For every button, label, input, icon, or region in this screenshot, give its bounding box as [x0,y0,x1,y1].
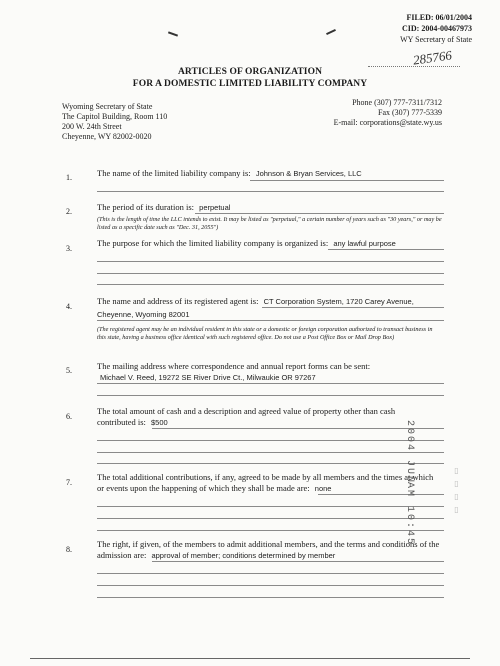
filing-stamp [400,12,472,45]
answer-line [97,395,444,396]
item-label: The total amount of cash and a description and agreed value of property other than cash [97,406,396,416]
answer-line [262,307,444,308]
office-name: WY Secretary of State [400,35,472,44]
cid-number: CID: 2004-00467973 [402,24,472,33]
purpose-value: any lawful purpose [333,239,396,248]
answer-line [97,261,444,262]
address-line: Cheyenne, WY 82002-0020 [62,132,152,141]
answer-line [97,506,444,507]
title-line-1: ARTICLES OF ORGANIZATION [177,67,323,77]
address-line: The Capitol Building, Room 110 [62,112,168,121]
item-label: The mailing address where correspondence and annual report forms can be sent: [97,361,371,371]
item-label-cont: or events upon the happening of which they shall be made are: [97,483,310,493]
answer-line [97,585,444,586]
item-4-note: (The registered agent may be an individual resident in this state or a domestic or foreign corporation authorized to transact business in this state, having a business office identical with such registered office. Do not use a Post Office Box or Mail Drop Box) [97,326,433,341]
handwritten-number: 285766 [412,47,453,68]
item-7-text [97,472,433,494]
item-label: The right, if given, of the members to admit additional members, and the terms and conditions of the [97,539,440,549]
item-label: The period of its duration is: [97,202,195,212]
agent-value-2: Cheyenne, Wyoming 82001 [97,310,190,319]
fax-number: Fax (307) 777-5339 [378,108,442,117]
email-address: E-mail: corporations@state.wy.us [333,118,442,127]
agent-value-1: CT Corporation System, 1720 Carey Avenue, [263,297,414,306]
item-4-text-2 [97,309,190,320]
answer-line [318,494,444,495]
answer-line [195,213,444,214]
company-name-value: Johnson & Bryan Services, LLC [255,169,362,178]
item-label-cont: admission are: [97,550,147,560]
page-bottom-edge [30,658,470,659]
item-5-text [97,361,370,383]
item-8-text [97,539,439,561]
item-number: 7. [66,478,72,487]
item-2-note: (This is the length of time the LLC intends to exist. It may be listed as "perpetual," a certain number of years such as "30 years," or may be listed as a specific date such as "Dec. 31, 2055") [97,216,442,231]
item-number: 3. [66,244,72,253]
answer-line [97,518,444,519]
office-address [62,102,167,142]
answer-line [97,463,444,464]
item-number: 5. [66,366,72,375]
scan-mark [326,29,336,35]
item-4-text [97,296,414,307]
address-line: Wyoming Secretary of State [62,102,153,111]
item-number: 6. [66,412,72,421]
duration-value: perpetual [199,203,231,212]
title-line-2: FOR A DOMESTIC LIMITED LIABILITY COMPANY [132,79,368,89]
item-number: 2. [66,207,72,216]
answer-line [97,440,444,441]
document-title [0,66,500,90]
phone-number: Phone (307) 777-7311/7312 [352,98,442,107]
answer-line [97,597,444,598]
answer-line [97,383,444,384]
item-label: The total additional contributions, if any, agreed to be made by all members and the times at which [97,472,434,482]
item-number: 8. [66,545,72,554]
scan-mark [168,31,178,36]
answer-line [97,320,444,321]
answer-line [97,452,444,453]
item-label: The purpose for which the limited liability company is organized is: [97,238,329,248]
address-line: 200 W. 24th Street [62,122,122,131]
mailing-address-value: Michael V. Reed, 19272 SE River Drive Ct., Milwaukie OR 97267 [100,373,316,382]
faint-margin-stamp: ▯ ▯ ▯ ▯ [452,466,461,515]
office-contact [334,98,442,128]
item-2-text [97,202,230,213]
answer-line [97,284,444,285]
item-label: The name and address of its registered agent is: [97,296,259,306]
received-stamp-time: AM 10:45 [404,482,415,547]
item-label-cont: contributed is: [97,417,146,427]
answer-line [328,249,444,250]
admission-terms-value: approval of member; conditions determined by member [151,551,336,560]
item-6-text [97,406,395,428]
item-label: The name of the limited liability company is: [97,168,251,178]
answer-line [97,530,444,531]
item-number: 4. [66,302,72,311]
answer-line [97,573,444,574]
item-number: 1. [66,173,72,182]
contribution-value: $500 [151,418,168,427]
answer-line [152,561,444,562]
item-1-text [97,168,362,179]
answer-line [250,180,444,181]
item-3-text [97,238,396,249]
received-stamp-date: 2004 JUN [404,420,415,485]
answer-line [97,191,444,192]
answer-line [97,273,444,274]
answer-line [152,428,444,429]
additional-contributions-value: none [314,484,332,493]
filed-date: FILED: 06/01/2004 [406,13,472,22]
